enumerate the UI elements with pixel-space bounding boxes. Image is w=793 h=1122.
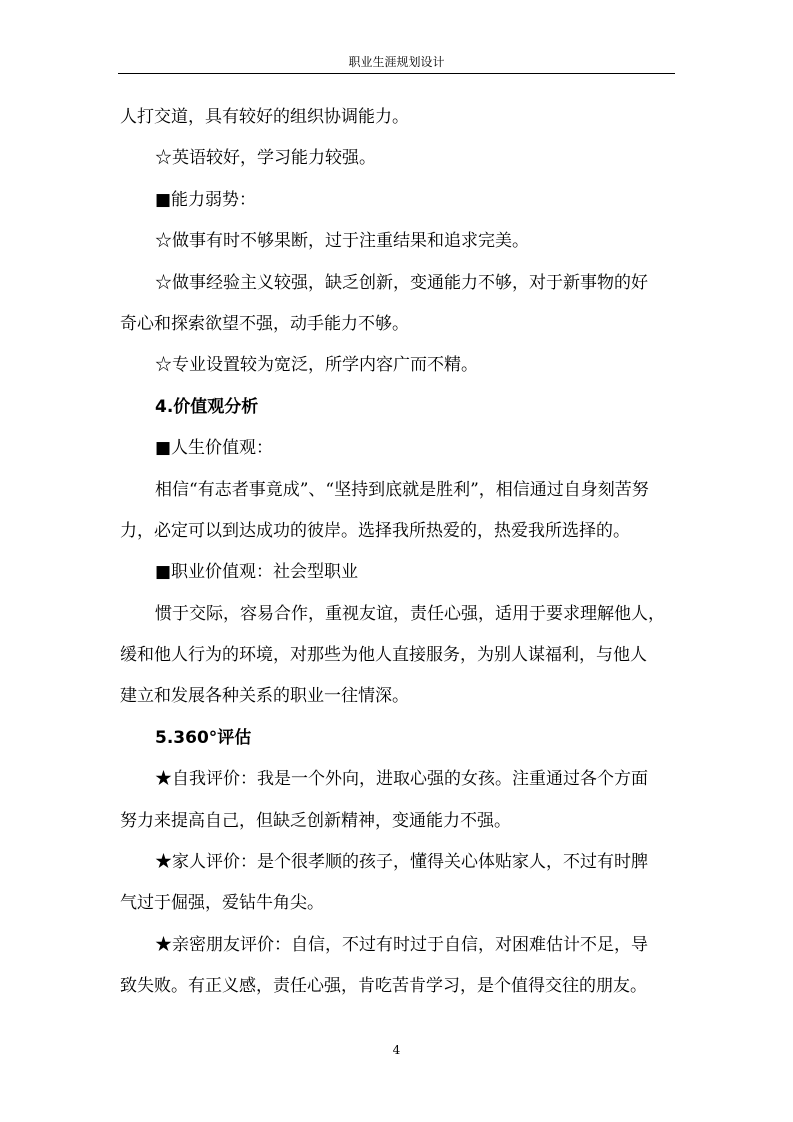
- running-header: 职业生涯规划设计: [348, 55, 445, 69]
- paragraph-line: 努力来提高自己，但缺乏创新精神，变通能力不强。: [120, 811, 511, 831]
- paragraph-line: 奇心和探索欲望不强，动手能力不够。: [120, 314, 409, 334]
- paragraph-line: ★自我评价：我是一个外向，进取心强的女孩。注重通过各个方面: [155, 769, 648, 789]
- paragraph-line: 相信“有志者事竟成”、“坚持到底就是胜利”，相信通过自身刻苦努: [155, 480, 649, 500]
- paragraph-line: 气过于倔强，爱钻牛角尖。: [120, 893, 324, 913]
- paragraph-line: ☆专业设置较为宽泛，所学内容广而不精。: [155, 355, 478, 375]
- paragraph-line: ■能力弱势：: [155, 190, 257, 210]
- paragraph-line: ■人生价值观：: [155, 438, 274, 458]
- paragraph-line: 力，必定可以到达成功的彼岸。选择我所热爱的，热爱我所选择的。: [120, 521, 630, 541]
- paragraph-line: 惯于交际，容易合作，重视友谊，责任心强，适用于要求理解他人，: [155, 604, 665, 624]
- paragraph-line: ★家人评价：是个很孝顺的孩子，懂得关心体贴家人，不过有时脾: [155, 852, 648, 872]
- header-divider: [118, 73, 675, 74]
- paragraph-line: ★亲密朋友评价：自信，不过有时过于自信，对困难估计不足，导: [155, 935, 648, 955]
- paragraph-line: 人打交道，具有较好的组织协调能力。: [120, 107, 409, 127]
- paragraph-line: 缓和他人行为的环境，对那些为他人直接服务，为别人谋福利，与他人: [120, 645, 647, 665]
- paragraph-line: ☆英语较好，学习能力较强。: [155, 148, 376, 168]
- page-number: 4: [392, 1043, 401, 1057]
- paragraph-line: ■职业价值观：社会型职业: [155, 562, 359, 582]
- paragraph-line: ☆做事经验主义较强，缺乏创新，变通能力不够，对于新事物的好: [155, 273, 648, 293]
- section-heading: 5.360°评估: [155, 728, 252, 748]
- section-heading: 4.价值观分析: [155, 397, 259, 417]
- paragraph-line: 致失败。有正义感，责任心强，肯吃苦肯学习，是个值得交往的朋友。: [120, 976, 647, 996]
- paragraph-line: 建立和发展各种关系的职业一往情深。: [120, 686, 409, 706]
- paragraph-line: ☆做事有时不够果断，过于注重结果和追求完美。: [155, 231, 529, 251]
